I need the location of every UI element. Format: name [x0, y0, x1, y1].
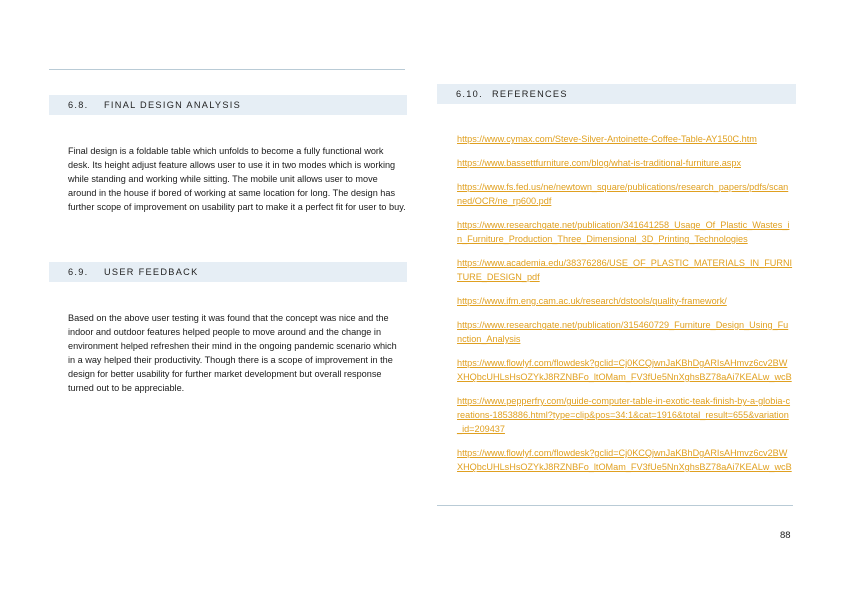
reference-link[interactable]: https://www.fs.fed.us/ne/newtown_square/publications/research_papers/pdfs/scanned/OCR/ne_rp600.pdf — [457, 182, 789, 206]
section-number: 6.10. — [456, 89, 483, 99]
reference-item — [457, 156, 793, 170]
reference-item — [457, 132, 793, 146]
reference-link[interactable]: https://www.pepperfry.com/guide-computer-table-in-exotic-teak-finish-by-a-globia-creations-1853886.html?type=clip&pos=34:1&cat=1916&total_result=655&variation_id=209437 — [457, 396, 791, 434]
reference-link[interactable]: https://www.researchgate.net/publication/341641258_Usage_Of_Plastic_Wastes_in_Furniture_Production_Three_Dimensional_3D_Printing_Technologies — [457, 220, 790, 244]
page-number: 88 — [780, 530, 791, 541]
reference-link[interactable]: https://www.cymax.com/Steve-Silver-Antoinette-Coffee-Table-AY150C.htm — [457, 134, 757, 144]
reference-item — [457, 446, 793, 474]
reference-link[interactable]: https://www.ifm.eng.cam.ac.uk/research/dstools/quality-framework/ — [457, 296, 727, 306]
section-title: REFERENCES — [492, 89, 568, 99]
reference-item — [457, 180, 793, 208]
reference-item — [457, 394, 793, 436]
reference-link[interactable]: https://www.flowlyf.com/flowdesk?gclid=Cj0KCQjwnJaKBhDgARIsAHmvz6cv2BWXHQbcUHLsHsOZYkJ8RZNBFo_ltOMam_FV3fUe5NnXghsBZ78aAi7KEALw_wcB — [457, 358, 792, 382]
user-feedback-paragraph: Based on the above user testing it was found that the concept was nice and the indoor and outdoor features helped people to move around and the change in environment helped refreshen their mind in the ongoing pandemic scenario which in a way helped their productivity. Though there is a scope of improvement in the design for better usability for further market development but overall response turned out to be appreciable. — [68, 313, 397, 393]
reference-item — [457, 294, 793, 308]
references-list — [457, 132, 793, 484]
reference-link[interactable]: https://www.bassettfurniture.com/blog/what-is-traditional-furniture.aspx — [457, 158, 742, 168]
bottom-divider-line — [437, 505, 793, 506]
top-divider-line — [49, 69, 405, 70]
section-title: USER FEEDBACK — [104, 267, 199, 277]
section-number: 6.8. — [68, 100, 89, 110]
section-heading-final-design — [49, 95, 407, 115]
reference-link[interactable]: https://www.flowlyf.com/flowdesk?gclid=Cj0KCQjwnJaKBhDgARIsAHmvz6cv2BWXHQbcUHLsHsOZYkJ8RZNBFo_ltOMam_FV3fUe5NnXghsBZ78aAi7KEALw_wcB — [457, 448, 792, 472]
reference-item — [457, 318, 793, 346]
reference-item — [457, 256, 793, 284]
reference-item — [457, 218, 793, 246]
section-heading-user-feedback — [49, 262, 407, 282]
section-heading-references — [437, 84, 796, 104]
section-number: 6.9. — [68, 267, 89, 277]
reference-link[interactable]: https://www.academia.edu/38376286/USE_OF_PLASTIC_MATERIALS_IN_FURNITURE_DESIGN_pdf — [457, 258, 793, 282]
section-title: FINAL DESIGN ANALYSIS — [104, 100, 242, 110]
reference-item — [457, 356, 793, 384]
final-design-paragraph: Final design is a foldable table which unfolds to become a fully functional work desk. Its height adjust feature allows user to use it in two modes which is working while standing and working while sitting. The mobile unit allows user to move around in the house if bored of working at same location for long. The design has further scope of improvement on usability part to make it a perfect fit for user to buy. — [68, 146, 406, 212]
reference-link[interactable]: https://www.researchgate.net/publication/315460729_Furniture_Design_Using_Function_Analysis — [457, 320, 789, 344]
